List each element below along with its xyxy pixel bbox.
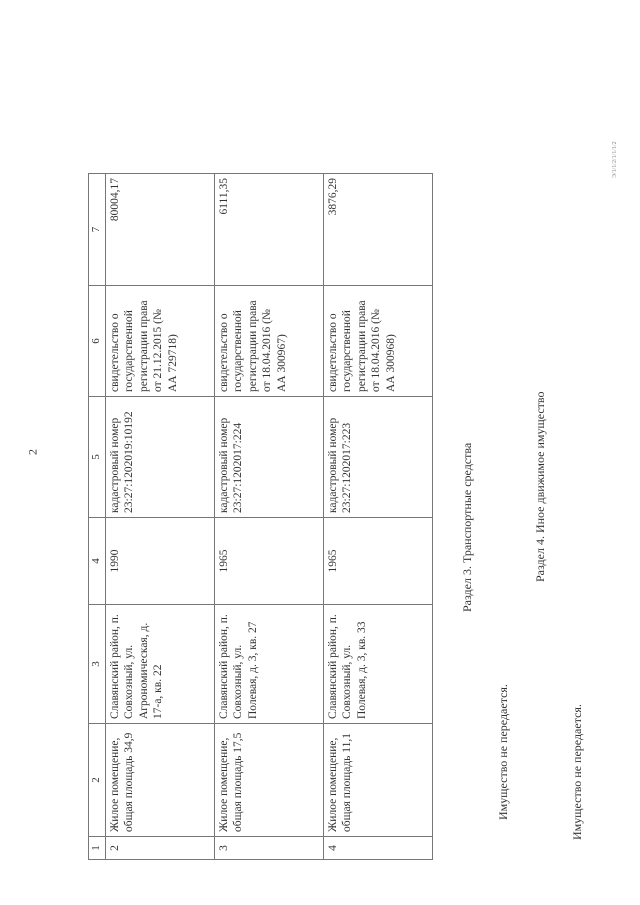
no-transfer-note: Имущество не передается. — [496, 684, 510, 820]
registration-certificate: свидетельство о государственной регистрации права от 21.12.2015 (№ АА 729718) — [106, 286, 215, 397]
property-name: Жилое помещение, общая площадь 17,5 — [215, 724, 324, 837]
property-year: 1990 — [106, 518, 215, 605]
property-value: 3876,29 — [324, 174, 433, 286]
section-3-heading: Раздел 3. Транспортные средства — [460, 442, 474, 612]
registration-certificate: свидетельство о государственной регистрации права от 18.04.2016 (№ АА 300967) — [215, 286, 324, 397]
property-address: Славянский район, п. Совхозный, ул. Полевая, д. 3, кв. 27 — [215, 605, 324, 724]
margin-note: Э/1/1/2/1/1/1/2 — [612, 141, 618, 178]
header-cell: 6 — [89, 286, 106, 397]
row-number: 2 — [106, 837, 215, 860]
property-address: Славянский район, п. Совхозный, ул. Полевая, д. 3, кв. 33 — [324, 605, 433, 724]
property-name: Жилое помещение, общая площадь 34,9 — [106, 724, 215, 837]
header-cell: 1 — [89, 837, 106, 860]
header-cell: 2 — [89, 724, 106, 837]
property-year: 1965 — [324, 518, 433, 605]
header-cell: 5 — [89, 397, 106, 518]
rotated-content — [88, 45, 618, 860]
table-row — [106, 174, 215, 860]
header-cell: 3 — [89, 605, 106, 724]
page-number: 2 — [25, 449, 40, 455]
property-address: Славянский район, п. Совхозный, ул. Агрономическая, д. 17-а, кв. 22 — [106, 605, 215, 724]
table-header-row — [89, 174, 106, 860]
property-name: Жилое помещение, общая площадь 11,1 — [324, 724, 433, 837]
property-value: 80004,17 — [106, 174, 215, 286]
table-row — [215, 174, 324, 860]
header-cell: 4 — [89, 518, 106, 605]
cadastral-number: кадастровый номер 23:27:1202017:223 — [324, 397, 433, 518]
registration-certificate: свидетельство о государственной регистрации права от 18.04.2016 (№ АА 300968) — [324, 286, 433, 397]
section-4-heading: Раздел 4. Иное движимое имущество — [533, 391, 547, 582]
property-year: 1965 — [215, 518, 324, 605]
row-number: 4 — [324, 837, 433, 860]
property-value: 6111,35 — [215, 174, 324, 286]
row-number: 3 — [215, 837, 324, 860]
cadastral-number: кадастровый номер 23:27:1202019:10192 — [106, 397, 215, 518]
cadastral-number: кадастровый номер 23:27:1202017:224 — [215, 397, 324, 518]
property-table — [88, 173, 433, 860]
table-row — [324, 174, 433, 860]
no-transfer-note-2: Имущество не передается. — [570, 704, 584, 840]
header-cell: 7 — [89, 174, 106, 286]
